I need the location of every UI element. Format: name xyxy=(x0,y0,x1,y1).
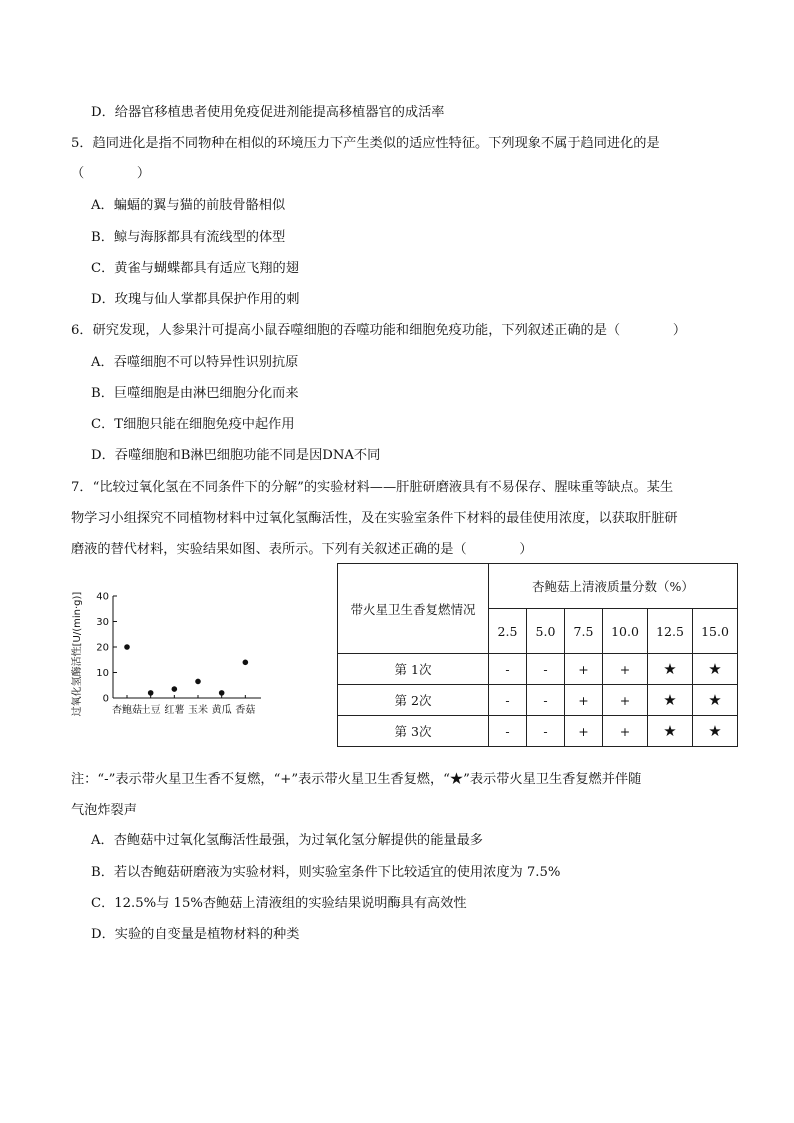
table-cell: ★ xyxy=(648,716,693,747)
table-cell: + xyxy=(603,685,648,716)
table-row-header: 带火星卫生香复燃情况 xyxy=(338,564,489,654)
table-cell: ★ xyxy=(693,685,738,716)
q6-option-c: C．T细胞只能在细胞免疫中起作用 xyxy=(91,417,295,432)
table-column-group-header: 杏鲍菇上清液质量分数（%） xyxy=(489,564,738,609)
table-cell: ★ xyxy=(648,654,693,685)
chart-data-point xyxy=(172,686,178,692)
chart-y-axis-label: 过氧化氢酶活性[U/(min·g)] xyxy=(72,591,83,717)
q6-option-a: A．吞噬细胞不可以特异性识别抗原 xyxy=(91,355,299,370)
q6-option-d: D．吞噬细胞和B淋巴细胞功能不同是因DNA不同 xyxy=(91,448,381,463)
chart-y-tick-label: 30 xyxy=(96,617,109,628)
chart-y-tick-label: 20 xyxy=(96,642,109,654)
q7-note-line-2: 气泡炸裂声 xyxy=(71,803,137,818)
q5-answer-blank: （ ） xyxy=(71,166,151,181)
q5-option-b: B．鲸与海豚都具有流线型的体型 xyxy=(91,230,286,245)
q7-stem-line-3: 磨液的替代材料，实验结果如图、表所示。下列有关叙述正确的是（ ） xyxy=(71,542,533,557)
q7-stem-line-2: 物学习小组探究不同植物材料中过氧化氢酶活性，及在实验室条件下材料的最佳使用浓度，以获取肝脏研 xyxy=(71,511,678,526)
chart-y-tick-label: 10 xyxy=(96,668,109,679)
chart-x-category-label: 土豆 xyxy=(140,705,161,716)
table-row xyxy=(338,716,738,747)
q5-option-c: C．黄雀与蝴蝶都具有适应飞翔的翅 xyxy=(91,261,299,276)
table-row xyxy=(338,654,738,685)
q6-option-b: B．巨噬细胞是由淋巴细胞分化而来 xyxy=(91,386,299,401)
chart-x-category-label: 黄瓜 xyxy=(211,705,232,716)
chart-y-tick-label: 40 xyxy=(96,591,109,603)
table-concentration-header: 15.0 xyxy=(693,609,738,654)
table-cell: + xyxy=(603,654,648,685)
table-cell: + xyxy=(565,716,603,747)
enzyme-activity-chart xyxy=(66,578,266,728)
q4-option-d: D．给器官移植患者使用免疫促进剂能提高移植器官的成活率 xyxy=(91,105,445,120)
chart-x-category-label: 香菇 xyxy=(235,705,256,716)
q7-stem-line-1: 7．“比较过氧化氢在不同条件下的分解”的实验材料——肝脏研磨液具有不易保存、腥味重等缺点。某生 xyxy=(71,480,674,495)
chart-data-point xyxy=(124,644,130,650)
table-cell: - xyxy=(527,685,565,716)
chart-data-point xyxy=(195,679,201,685)
q5-stem: 5．趋同进化是指不同物种在相似的环境压力下产生类似的适应性特征。下列现象不属于趋同进化的是 xyxy=(71,136,660,151)
table-cell: + xyxy=(565,654,603,685)
table-concentration-header: 7.5 xyxy=(565,609,603,654)
q7-option-a: A．杏鲍菇中过氧化氢酶活性最强，为过氧化氢分解提供的能量最多 xyxy=(91,833,483,848)
results-table xyxy=(337,563,738,747)
q5-option-d: D．玫瑰与仙人掌都具保护作用的刺 xyxy=(91,292,300,307)
table-concentration-header: 10.0 xyxy=(603,609,648,654)
table-concentration-header: 12.5 xyxy=(648,609,693,654)
table-concentration-header: 5.0 xyxy=(527,609,565,654)
q6-stem: 6．研究发现，人参果汁可提高小鼠吞噬细胞的吞噬功能和细胞免疫功能，下列叙述正确的是（ ） xyxy=(71,323,687,338)
q7-option-b: B．若以杏鲍菇研磨液为实验材料，则实验室条件下比较适宜的使用浓度为 7.5% xyxy=(91,865,561,880)
table-cell: - xyxy=(489,654,527,685)
table-cell: ★ xyxy=(693,654,738,685)
table-cell: - xyxy=(527,716,565,747)
table-concentration-header: 2.5 xyxy=(489,609,527,654)
table-cell: + xyxy=(603,716,648,747)
table-cell: - xyxy=(527,654,565,685)
q7-option-c: C．12.5%与 15%杏鲍菇上清液组的实验结果说明酶具有高效性 xyxy=(91,896,467,911)
table-cell: - xyxy=(489,716,527,747)
table-row xyxy=(338,685,738,716)
chart-x-category-label: 玉米 xyxy=(188,705,208,716)
table-cell: + xyxy=(565,685,603,716)
chart-x-category-label: 杏鲍菇 xyxy=(112,705,142,716)
table-row-label: 第 2次 xyxy=(338,685,489,716)
q7-option-d: D．实验的自变量是植物材料的种类 xyxy=(91,927,300,942)
chart-data-point xyxy=(243,660,249,666)
table-cell: ★ xyxy=(693,716,738,747)
q7-note-line-1: 注：“-”表示带火星卫生香不复燃，“+”表示带火星卫生香复燃，“★”表示带火星卫生香复燃并伴随 xyxy=(71,772,642,787)
table-row-label: 第 1次 xyxy=(338,654,489,685)
q5-option-a: A．蝙蝠的翼与猫的前肢骨骼相似 xyxy=(91,198,286,213)
table-row-label: 第 3次 xyxy=(338,716,489,747)
chart-y-tick-label: 0 xyxy=(102,693,109,705)
table-cell: - xyxy=(489,685,527,716)
chart-x-category-label: 红薯 xyxy=(164,705,185,716)
chart-data-point xyxy=(219,690,225,696)
chart-data-point xyxy=(148,690,154,696)
table-cell: ★ xyxy=(648,685,693,716)
